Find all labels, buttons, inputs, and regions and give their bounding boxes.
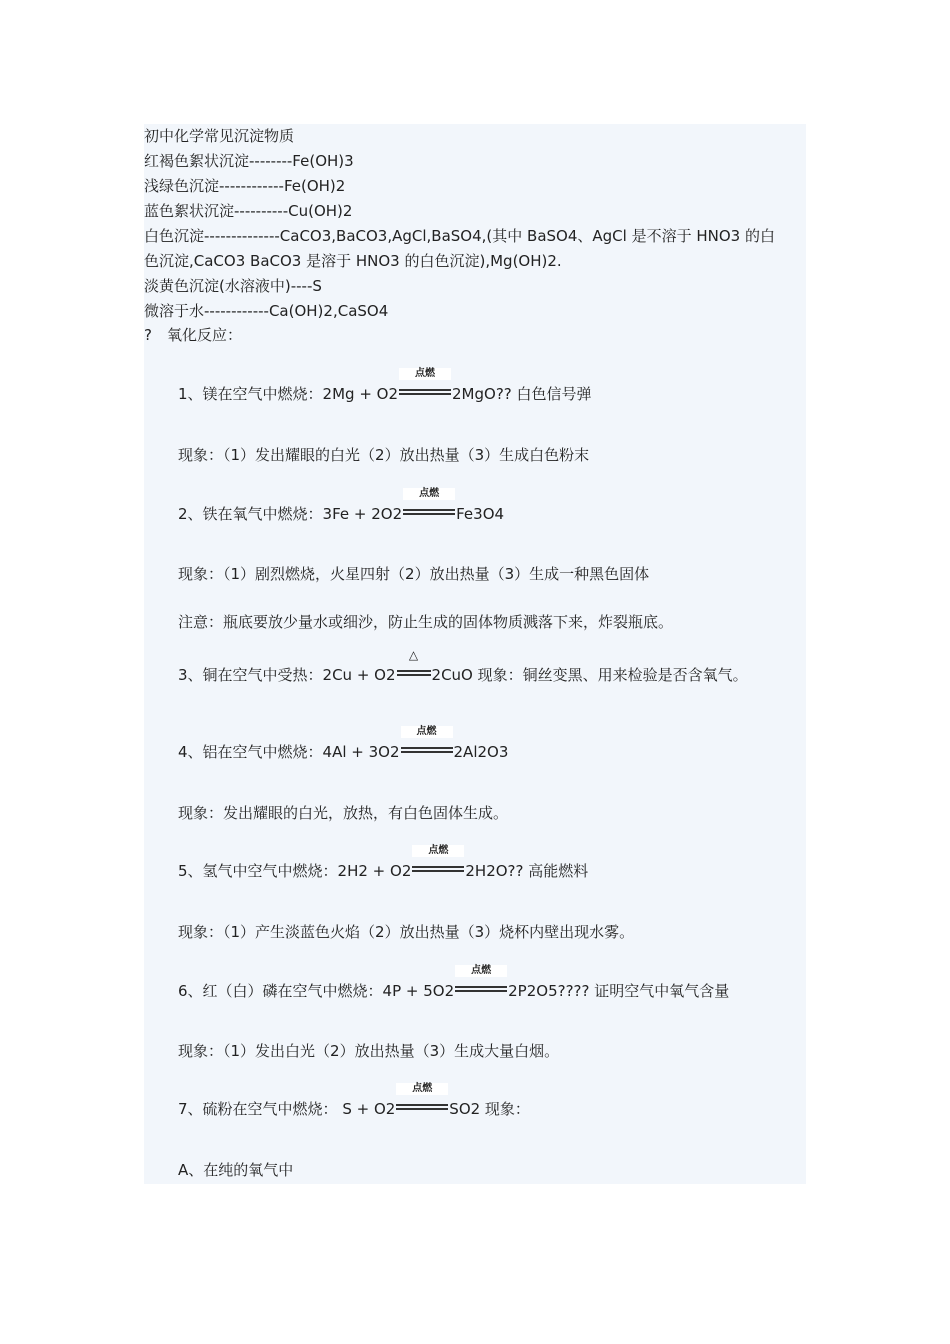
reaction-5-right: 2H2O?? 高能燃料 (465, 862, 589, 880)
phenomenon-6: 现象：（1）发出白光（2）放出热量（3）生成大量白烟。 (178, 1042, 560, 1060)
phenomenon-2: 现象：（1）剧烈燃烧，火星四射（2）放出热量（3）生成一种黑色固体 (178, 565, 650, 583)
reaction-6 (178, 965, 730, 1004)
reaction-1 (178, 368, 592, 407)
condition-ignite: 点燃 (399, 368, 451, 380)
reaction-5-left: 5、氢气中空气中燃烧：2H2 + O2 (178, 862, 412, 880)
precipitate-line-1: 红褐色絮状沉淀--------Fe(OH)3 (144, 152, 354, 170)
reaction-6-left: 6、红（白）磷在空气中燃烧：4P + 5O2 (178, 982, 455, 1000)
condition-ignite: 点燃 (403, 488, 455, 500)
subitem-7a: A、在纯的氧气中 (178, 1161, 294, 1179)
doc-title: 初中化学常见沉淀物质 (144, 127, 295, 145)
reaction-4-left: 4、铝在空气中燃烧：4Al + 3O2 (178, 743, 400, 761)
condition-heat: △ (408, 648, 419, 662)
reaction-arrow-ignite (399, 368, 451, 399)
reaction-2-right: Fe3O4 (456, 505, 505, 523)
note-2: 注意：瓶底要放少量水或细沙，防止生成的固体物质溅落下来，炸裂瓶底。 (178, 613, 674, 631)
precipitate-line-3: 蓝色絮状沉淀----------Cu(OH)2 (144, 202, 353, 220)
precipitate-line-6: 淡黄色沉淀(水溶液中)----S (144, 277, 322, 295)
reaction-3 (178, 648, 748, 688)
reaction-4-right: 2Al2O3 (453, 743, 509, 761)
reaction-1-right: 2MgO?? 白色信号弹 (452, 385, 592, 403)
reaction-6-right: 2P2O5???? 证明空气中氧气含量 (508, 982, 730, 1000)
condition-ignite: 点燃 (396, 1083, 448, 1095)
precipitate-line-5: 色沉淀,CaCO3 BaCO3 是溶于 HNO3 的白色沉淀),Mg(OH)2. (144, 252, 562, 270)
condition-ignite: 点燃 (412, 845, 464, 857)
reaction-7 (178, 1083, 530, 1122)
reaction-3-right: 2CuO 现象：铜丝变黑、用来检验是否含氧气。 (431, 666, 748, 684)
phenomenon-1: 现象：（1）发出耀眼的白光（2）放出热量（3）生成白色粉末 (178, 446, 590, 464)
reaction-arrow-ignite (396, 1083, 448, 1114)
reaction-2 (178, 488, 505, 527)
reaction-arrow-ignite (455, 965, 507, 996)
reaction-arrow-ignite (401, 726, 453, 757)
phenomenon-4: 现象：发出耀眼的白光，放热，有白色固体生成。 (178, 804, 509, 822)
reaction-7-left: 7、硫粉在空气中燃烧： S + O2 (178, 1100, 396, 1118)
condition-ignite: 点燃 (401, 726, 453, 738)
reaction-1-left: 1、镁在空气中燃烧：2Mg + O2 (178, 385, 399, 403)
section-heading: ? 氧化反应： (144, 326, 242, 344)
condition-ignite: 点燃 (455, 965, 507, 977)
reaction-5 (178, 845, 589, 884)
reaction-arrow-heat (397, 648, 431, 680)
precipitate-line-2: 浅绿色沉淀------------Fe(OH)2 (144, 177, 346, 195)
reaction-arrow-ignite (412, 845, 464, 876)
reaction-7-right: SO2 现象： (449, 1100, 530, 1118)
precipitate-line-4: 白色沉淀--------------CaCO3,BaCO3,AgCl,BaSO4,(其中 BaSO4、AgCl 是不溶于 HNO3 的白 (144, 227, 775, 245)
reaction-3-left: 3、铜在空气中受热：2Cu + O2 (178, 666, 396, 684)
reaction-arrow-ignite (403, 488, 455, 519)
precipitate-line-7: 微溶于水------------Ca(OH)2,CaSO4 (144, 302, 389, 320)
reaction-2-left: 2、铁在氧气中燃烧：3Fe + 2O2 (178, 505, 403, 523)
phenomenon-5: 现象：（1）产生淡蓝色火焰（2）放出热量（3）烧杯内壁出现水雾。 (178, 923, 635, 941)
reaction-4 (178, 726, 509, 765)
